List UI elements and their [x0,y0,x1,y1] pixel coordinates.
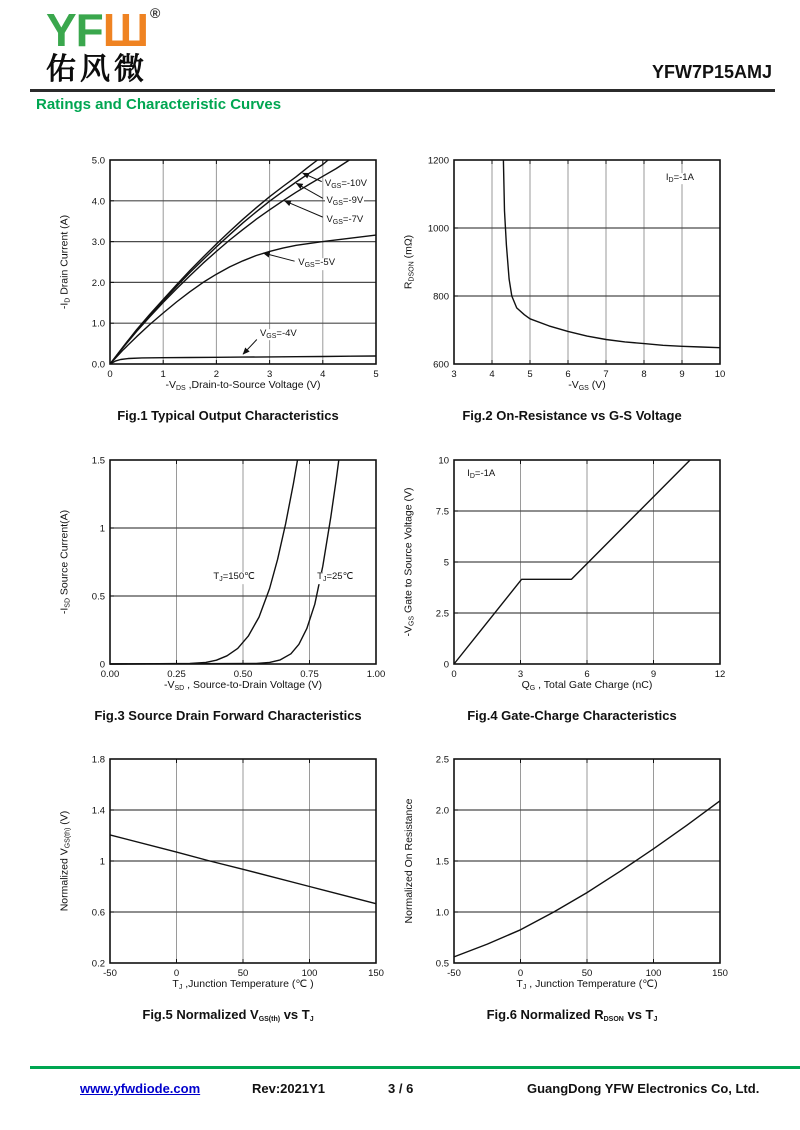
svg-text:-50: -50 [103,968,117,979]
footer-divider [30,1066,800,1069]
svg-text:2.0: 2.0 [435,805,449,817]
fig5-caption: Fig.5 Normalized $V_{GS(th)}$ vs $T_J$ [142,1007,314,1023]
svg-text:0.5: 0.5 [91,591,105,603]
fig4-caption: Fig.4 Gate-Charge Characteristics [467,708,677,723]
fig2-y-axis-label: $R_{DSON}$ (mΩ) [402,234,416,290]
svg-text:0: 0 [107,369,113,380]
svg-text:50: 50 [237,968,249,979]
logo-yf: YF [46,4,103,56]
fig6-plot-area [402,745,742,997]
svg-text:5: 5 [373,369,379,380]
svg-text:5.0: 5.0 [91,155,105,167]
fig5-normalized-vgsth-vs-tj [52,745,404,1037]
fig4-svg [402,446,742,698]
svg-text:1200: 1200 [427,155,449,167]
svg-text:3: 3 [266,369,273,380]
yfw-logo [46,6,159,85]
svg-text:7: 7 [603,369,609,380]
fig4-x-axis-label: $Q_G$ , Total Gate Charge (nC) [521,679,653,692]
svg-text:150: 150 [712,968,728,979]
curve-label: $I_D=-1A$ [467,468,496,481]
svg-text:3: 3 [451,369,457,380]
header-divider [30,89,775,92]
svg-text:0.50: 0.50 [233,669,253,680]
svg-text:1: 1 [160,369,166,380]
curve-label: $V_{GS}=-5V$ [298,257,336,270]
part-number: YFW7P15AMJ [651,62,772,82]
svg-text:2.0: 2.0 [91,277,105,289]
svg-text:2.5: 2.5 [435,754,449,766]
fig5-x-axis-label: $T_J$ ,Junction Temperature (℃ ) [172,978,314,991]
svg-text:600: 600 [433,359,449,371]
svg-text:0.6: 0.6 [91,907,105,919]
svg-text:0: 0 [443,659,449,671]
svg-text:1.0: 1.0 [91,318,105,330]
svg-text:5: 5 [443,557,449,569]
svg-text:0.0: 0.0 [91,359,105,371]
svg-text:100: 100 [301,968,318,979]
fig3-y-axis-label: $-I_{SD}$ Source Current(A) [58,509,72,615]
svg-text:0.75: 0.75 [300,669,319,680]
fig2-caption: Fig.2 On-Resistance vs G-S Voltage [462,408,682,423]
registered-trademark-icon: ® [150,5,160,21]
fig4-y-axis-label: $-V_{GS}$ Gate to Source Voltage (V) [402,487,416,637]
svg-text:4: 4 [489,369,495,380]
svg-text:0: 0 [173,968,180,979]
logo-wordmark [46,4,160,56]
fig6-normalized-rdson-vs-tj [396,745,748,1037]
svg-text:10: 10 [714,369,726,380]
fig6-svg [402,745,742,997]
svg-text:4.0: 4.0 [91,196,105,208]
fig1-y-axis-label: $-I_D$ Drain Current (A) [58,214,72,310]
svg-text:1.4: 1.4 [91,805,105,817]
fig2-x-axis-label: $-V_{GS}$ (V) [568,379,606,392]
fig5-plot-area [58,745,398,997]
svg-text:0.2: 0.2 [91,958,105,970]
curve-label: $V_{GS}=-9V$ [326,195,364,208]
fig1-plot-area [58,146,398,398]
svg-text:1: 1 [99,856,105,868]
svg-text:100: 100 [645,968,662,979]
fig3-x-axis-label: $-V_{SD}$ , Source-to-Drain Voltage (V) [164,679,322,692]
svg-text:8: 8 [641,369,647,380]
svg-text:1.00: 1.00 [366,669,386,680]
svg-text:0.00: 0.00 [100,669,120,680]
revision-label: Rev:2021Y1 [252,1081,325,1096]
fig4-gate-charge-characteristics [396,446,748,738]
svg-text:2.5: 2.5 [435,608,449,620]
svg-text:4: 4 [320,369,326,380]
section-title: Ratings and Characteristic Curves [36,96,282,113]
website-link[interactable]: www.yfwdiode.com [80,1081,201,1096]
logo-chinese-name: 佑风微 [46,53,148,86]
logo-w: Ш [102,4,149,56]
fig4-plot-area [402,446,742,698]
svg-text:150: 150 [368,968,384,979]
curve-label: $T_J=150℃$ [213,571,255,584]
svg-text:2: 2 [213,369,220,380]
fig2-plot-area [402,146,742,398]
page-number: 3 / 6 [388,1081,414,1096]
svg-text:10: 10 [438,455,449,467]
curve-label: $V_{GS}=-10V$ [324,178,367,191]
svg-text:6: 6 [565,369,571,380]
svg-text:3.0: 3.0 [91,237,105,249]
svg-text:1.5: 1.5 [91,455,105,467]
svg-text:6: 6 [584,669,590,680]
svg-text:0.5: 0.5 [435,958,449,970]
curve-label: $V_{GS}=-4V$ [259,327,297,340]
svg-text:0: 0 [517,968,524,979]
svg-text:0.25: 0.25 [167,669,186,680]
svg-text:9: 9 [650,669,657,680]
svg-text:1.5: 1.5 [435,856,449,868]
fig6-caption: Fig.6 Normalized $R_{DSON}$ vs $T_J$ [486,1007,658,1023]
fig1-x-axis-label: $-V_{DS}$ ,Drain-to-Source Voltage (V) [165,379,321,392]
svg-text:3: 3 [517,669,524,680]
svg-text:0: 0 [99,659,105,671]
fig3-source-drain-forward-characteristics [52,446,404,738]
svg-text:1: 1 [99,523,105,535]
svg-text:50: 50 [581,968,593,979]
svg-text:1000: 1000 [427,223,449,235]
fig3-plot-area [58,446,398,698]
company-name: GuangDong YFW Electronics Co, Ltd. [527,1081,760,1096]
curve-label: $I_D=-1A$ [665,171,694,184]
svg-text:1.0: 1.0 [435,907,449,919]
curve-label: $T_J=25℃$ [317,571,354,584]
fig1-typical-output-characteristics [52,146,404,438]
fig1-caption: Fig.1 Typical Output Characteristics [117,408,339,423]
svg-text:0: 0 [451,669,457,680]
fig5-svg [58,745,398,997]
svg-text:800: 800 [433,291,449,303]
fig6-y-axis-label: Normalized On Resistance [403,798,415,924]
svg-text:9: 9 [679,369,685,380]
svg-text:12: 12 [714,669,726,680]
fig3-caption: Fig.3 Source Drain Forward Characteristics [94,708,362,723]
fig5-y-axis-label: Normalized $V_{GS(th)}$ (V) [58,810,72,912]
fig6-x-axis-label: $T_J$ , Junction Temperature (℃) [516,978,658,991]
curve-label: $V_{GS}=-7V$ [326,214,364,227]
fig2-on-resistance-vs-gs-voltage [396,146,748,438]
svg-text:1.8: 1.8 [91,754,105,766]
svg-text:5: 5 [527,369,533,380]
svg-text:-50: -50 [447,968,461,979]
svg-text:7.5: 7.5 [435,506,449,518]
